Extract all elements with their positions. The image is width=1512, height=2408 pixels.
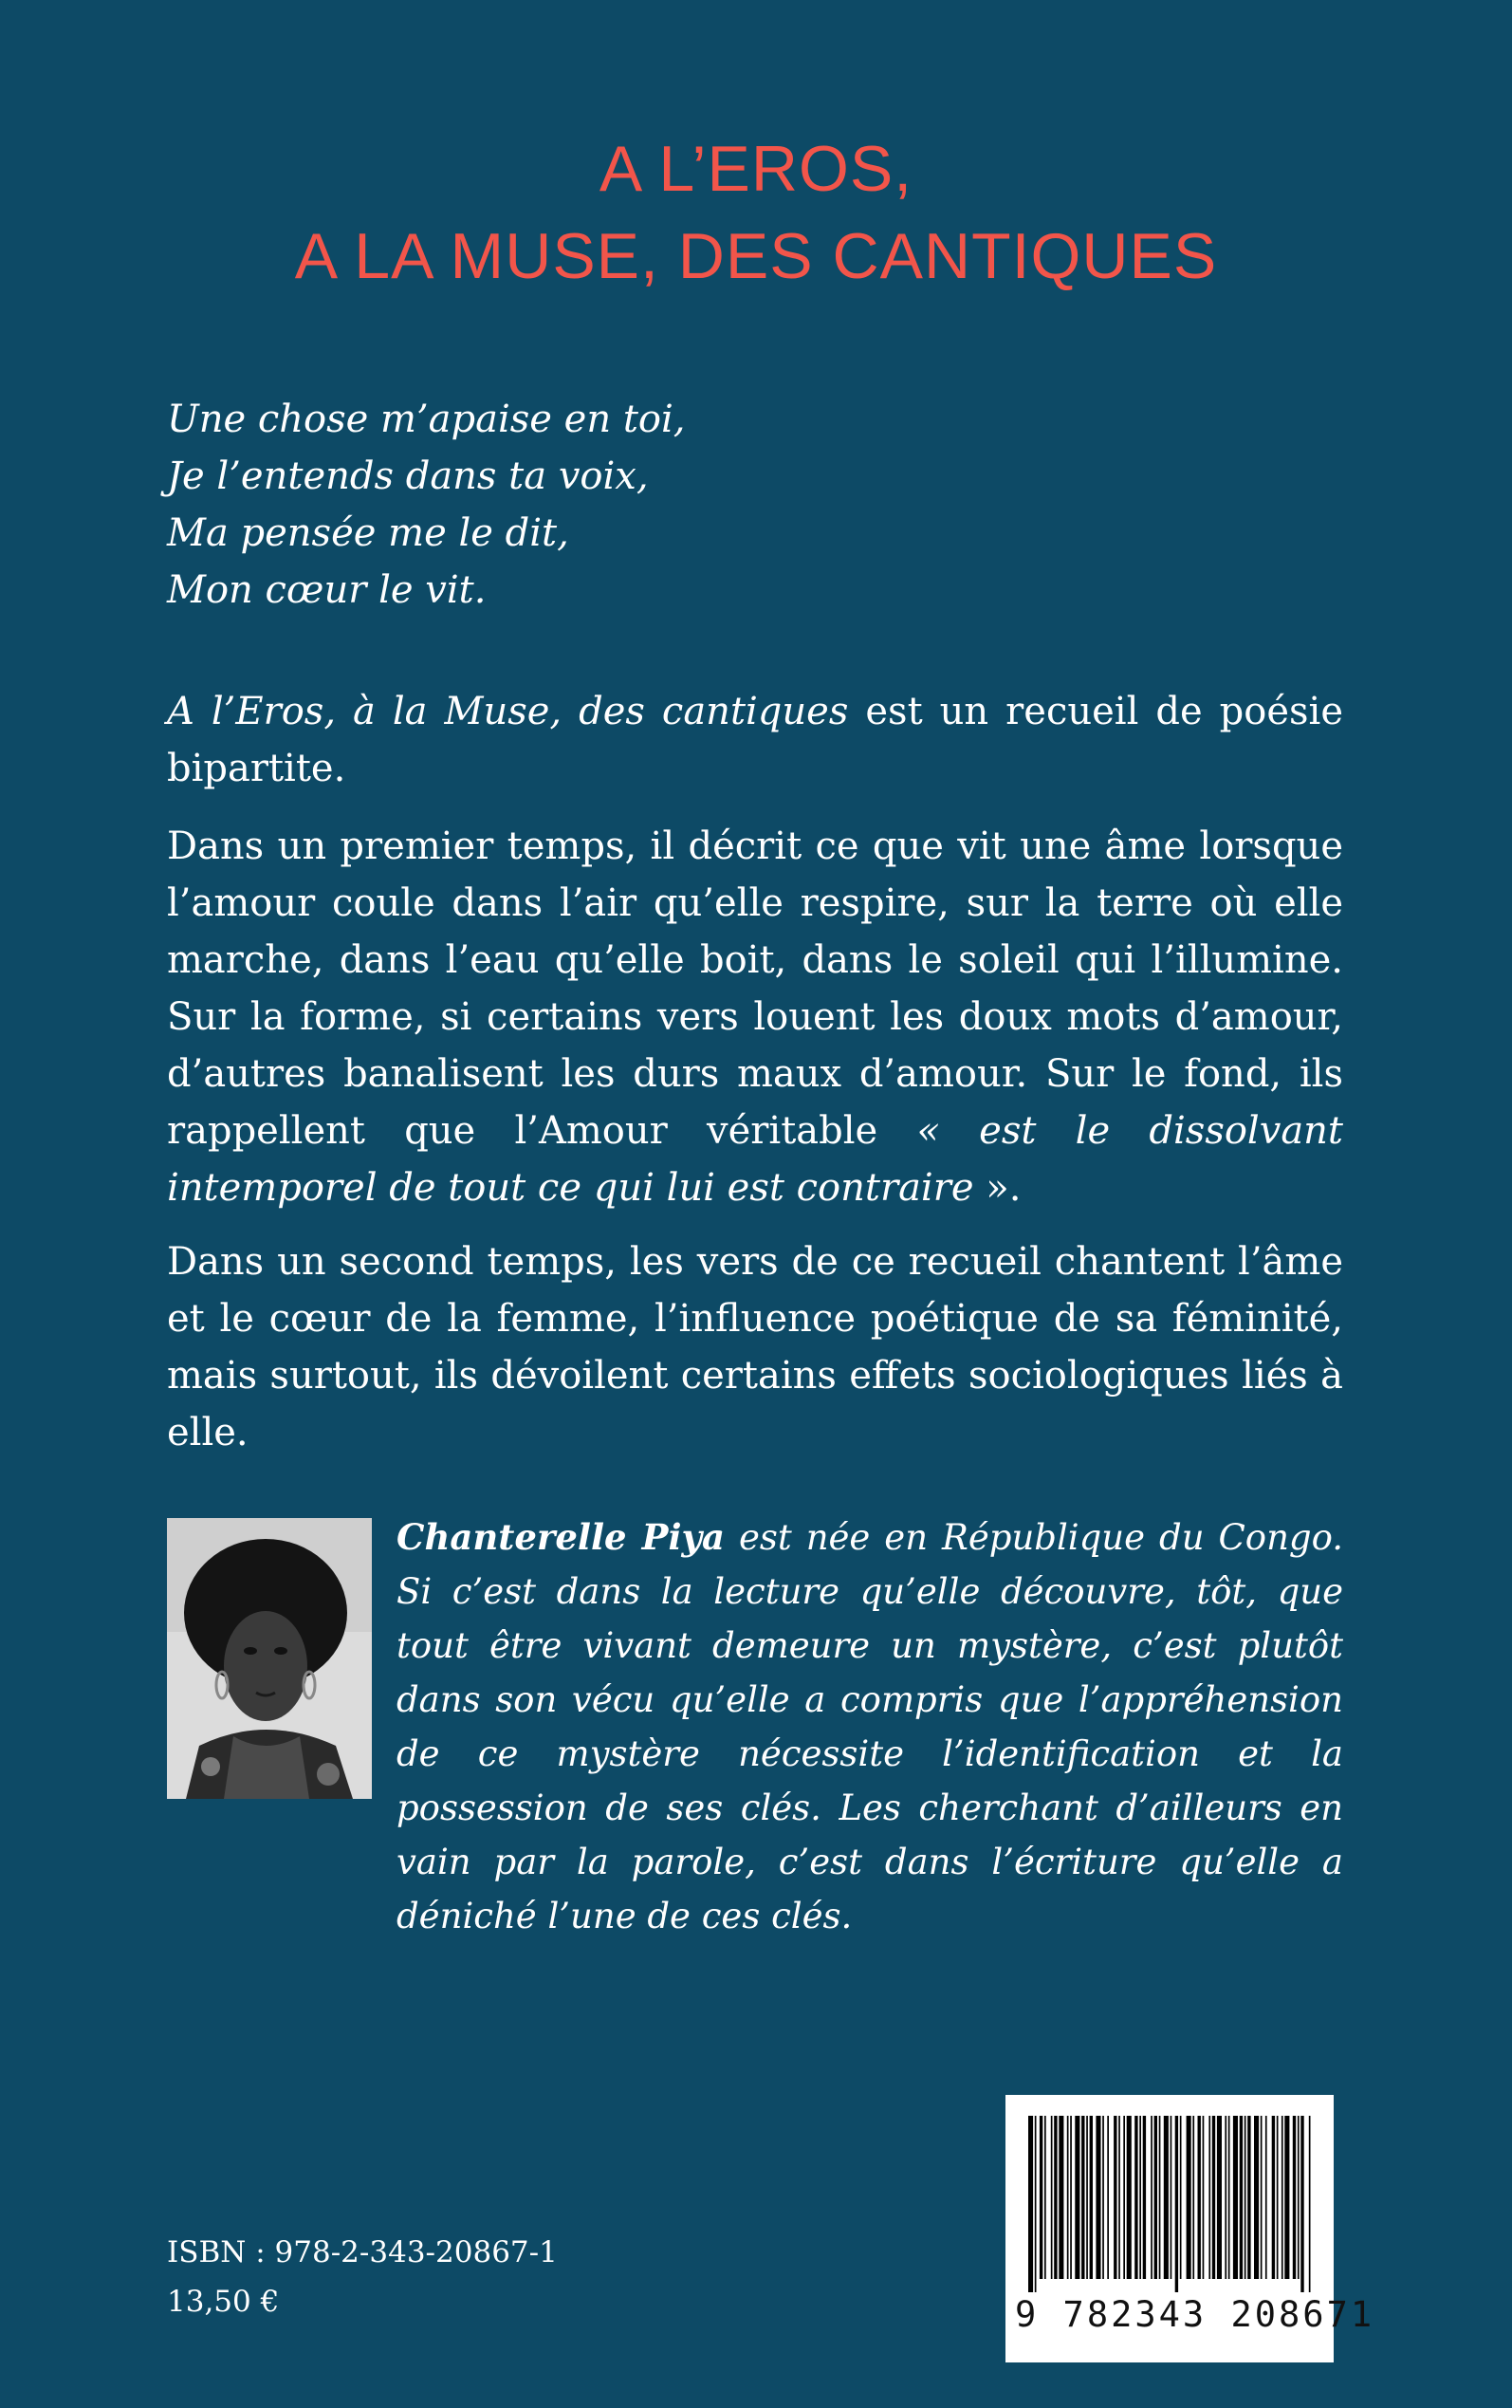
barcode-bar [1107,2116,1109,2279]
barcode-bar [1051,2116,1053,2279]
barcode-bar [1075,2116,1079,2279]
barcode-bars [1028,2116,1311,2292]
barcode-bar [1081,2116,1084,2279]
barcode-bar [1293,2116,1296,2279]
barcode-bar [1139,2116,1141,2279]
poem-line: Ma pensée me le dit, [167,511,569,555]
isbn-label: ISBN : 978-2-343-20867-1 [167,2235,558,2269]
barcode-bar [1143,2116,1146,2279]
barcode-bar [1272,2116,1275,2279]
barcode-bar [1228,2116,1230,2279]
intro-book-title: A l’Eros, à la Muse, des cantiques [167,690,849,733]
barcode-bar [1151,2116,1152,2279]
barcode-bar [1212,2116,1215,2279]
title-line-2: A LA MUSE, DES CANTIQUES [294,220,1218,292]
barcode-bar [1044,2116,1046,2279]
barcode-bar [1261,2116,1263,2279]
paragraph-1-text: Dans un premier temps, il décrit ce que vit une âme lorsque l’amour coule dans l’air qu’elle respire, sur la terre où elle marche, dans l’eau qu’elle boit, dans le soleil qui l’illumine. Sur la forme, si certains vers louent les doux mots d’amour, d’autres banalisent les durs maux d’amour. Sur le fond, ils rappellent que l’Amour véritable [167,824,1343,1153]
poem-line: Je l’entends dans ta voix, [167,454,649,498]
barcode-bar [1198,2116,1201,2279]
intro-paragraph [167,683,1343,797]
barcode-bar [1247,2116,1250,2279]
barcode-bar [1254,2116,1259,2279]
barcode-bar [1164,2116,1169,2279]
barcode-bar [1067,2116,1069,2279]
barcode-bar [1187,2116,1191,2279]
isbn-block [167,2228,558,2326]
barcode-bar [1154,2116,1157,2279]
barcode-bar [1298,2116,1300,2279]
barcode-bar [1180,2116,1182,2279]
barcode [1005,2095,1375,2362]
barcode-bar [1127,2116,1132,2279]
barcode-bar [1086,2116,1088,2279]
barcode-bar [1277,2116,1279,2279]
barcode-bar [1123,2116,1125,2279]
description-paragraph-2: Dans un second temps, les vers de ce recueil chantent l’âme et le cœur de la femme, l’influence poétique de sa féminité, mais surtout, ils dévoilent certains effets sociologiques liés à elle. [167,1240,1343,1454]
author-bio-text: est née en République du Congo. Si c’est dans la lecture qu’elle découvre, tôt, que tout être vivant demeure un mystère, c’est plutôt dans son vécu qu’elle a compris que l’appréhension de ce mystère nécessite l’identification et la possession de ses clés. Les cherchant d’ailleurs en vain par la parole, c’est dans l’écriture qu’elle a déniché l’une de ces clés. [396,1517,1343,1936]
description-paragraph-1 [167,818,1343,1216]
barcode-bar [1192,2116,1194,2279]
barcode-bar [1203,2116,1205,2279]
poem-line: Une chose m’apaise en toi, [167,398,686,441]
barcode-bar [1217,2116,1222,2279]
barcode-bar [1118,2116,1120,2279]
barcode-bar [1309,2116,1311,2292]
quote-open: « [916,1109,980,1153]
book-title [0,125,1512,300]
poem-line: Mon cœur le vit. [167,568,487,612]
author-photo [167,1518,372,1799]
author-name: Chanterelle Piya [396,1516,725,1558]
barcode-bar [1040,2116,1042,2279]
barcode-bar [1225,2116,1226,2279]
title-line-1: A L’EROS, [599,133,913,205]
author-bio [396,1510,1343,1943]
barcode-bar [1284,2116,1289,2279]
barcode-bar [1265,2116,1267,2279]
barcode-bar [1134,2116,1137,2279]
barcode-bar [1059,2116,1063,2279]
quote-close: ». [973,1166,1022,1210]
barcode-bar [1282,2116,1283,2279]
barcode-bar [1159,2116,1161,2279]
barcode-bar [1114,2116,1116,2279]
quote-text: est le dissolvant intemporel de tout ce qui lui est contraire [167,1109,1343,1210]
barcode-digits: 9 782343 208671 [1015,2294,1375,2335]
barcode-bar [1090,2116,1093,2279]
barcode-bar [1245,2116,1246,2279]
barcode-bar [1096,2116,1100,2279]
intro-text: est un recueil de poésie bipartite. [167,690,1344,790]
barcode-bar [1054,2116,1057,2279]
barcode-bar [1175,2116,1178,2292]
barcode-bar [1171,2116,1172,2279]
barcode-bar [1070,2116,1072,2279]
poem-excerpt [167,391,685,619]
barcode-bar [1028,2116,1033,2292]
barcode-bar [1300,2116,1303,2292]
barcode-bar [1240,2116,1243,2279]
book-description [167,683,1343,1478]
barcode-bar [1035,2116,1037,2292]
price-label: 13,50 € [167,2285,280,2319]
barcode-bar [1208,2116,1210,2279]
barcode-bar [1233,2116,1238,2279]
barcode-bar [1102,2116,1104,2279]
